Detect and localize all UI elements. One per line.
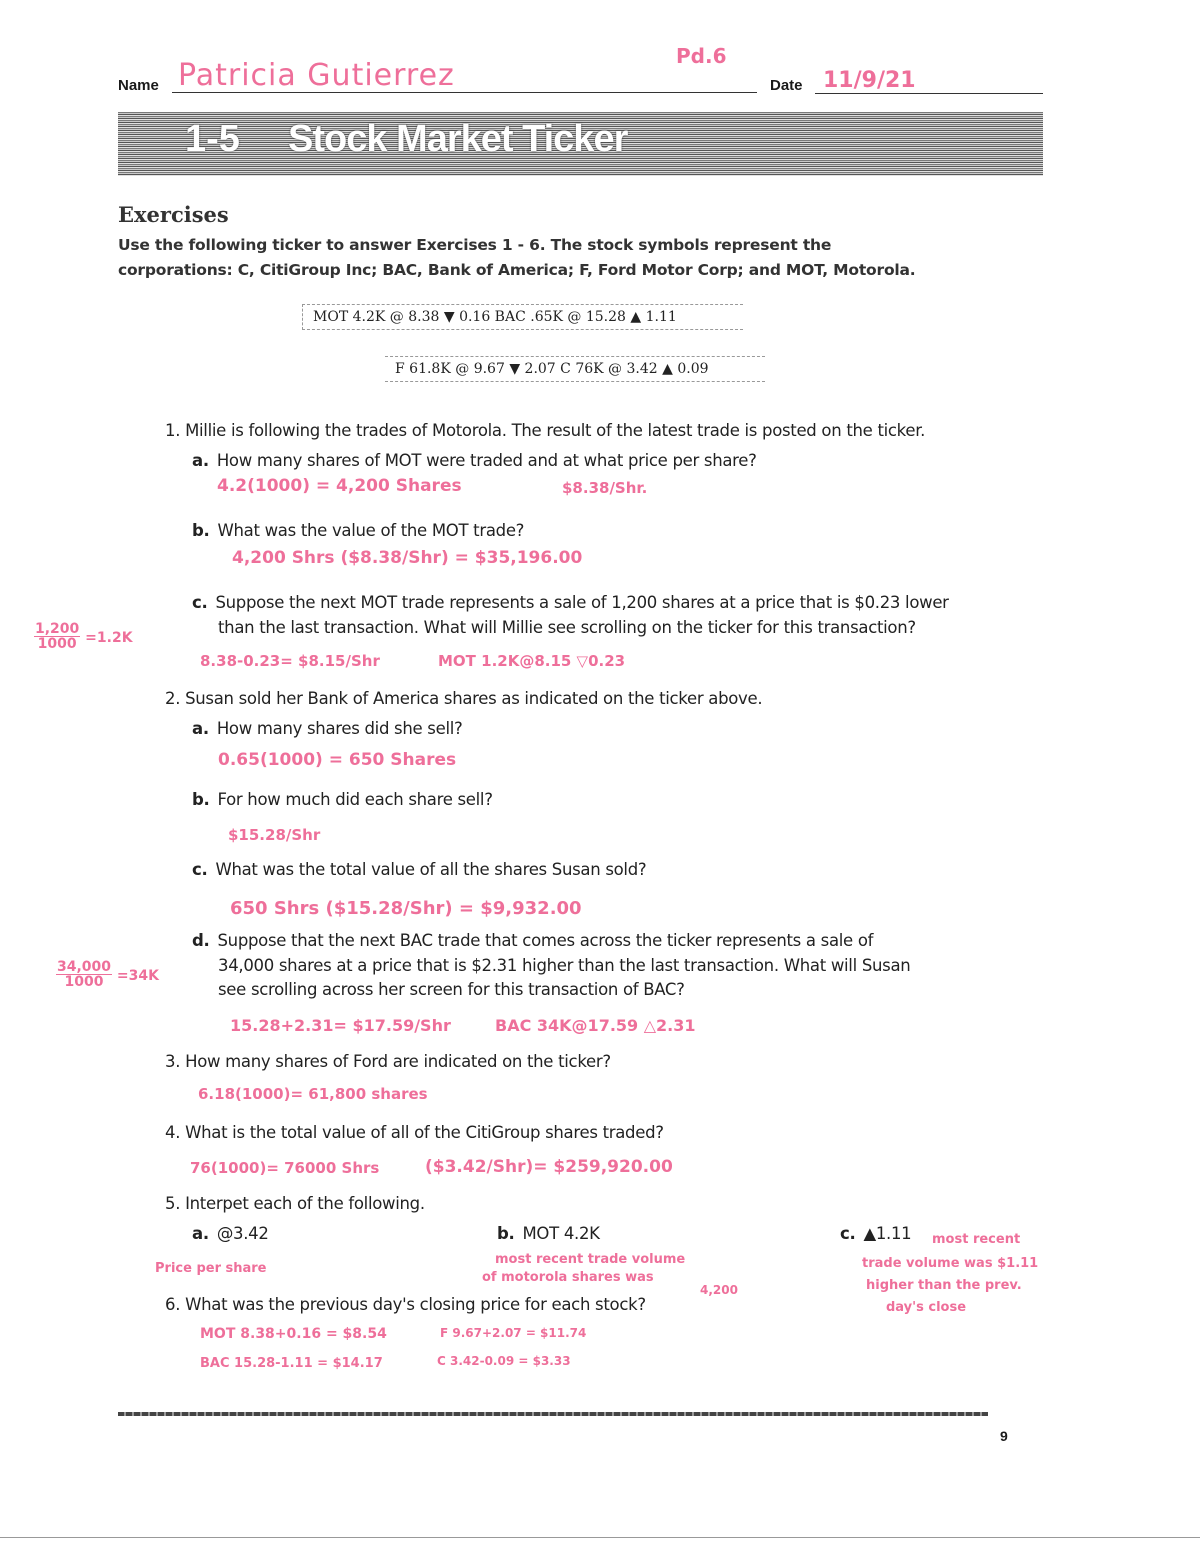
q2d-text-2: 34,000 shares at a price that is $2.31 higher than the last transaction. What will Susan <box>218 956 911 975</box>
q2d-text-3: see scrolling across her screen for this transaction of BAC? <box>218 980 685 999</box>
q5a-answer: Price per share <box>155 1261 267 1276</box>
q1c-text-2: than the last transaction. What will Millie see scrolling on the ticker for this transaction? <box>218 618 916 637</box>
q5b-answer-3: 4,200 <box>700 1283 738 1297</box>
name-label: Name <box>118 77 159 94</box>
footer-rule <box>118 1412 988 1416</box>
q6-answer-c: C 3.42-0.09 = $3.33 <box>437 1354 571 1368</box>
q5c-answer-1: most recent <box>932 1232 1021 1247</box>
ticker-line-1: MOT 4.2K @ 8.38 ▼ 0.16 BAC .65K @ 15.28 ▲ 1.11 <box>302 304 743 330</box>
q1b-text: What was the value of the MOT trade? <box>217 521 525 540</box>
q1c-answer-calc: 8.38-0.23= $8.15/Shr <box>200 652 380 670</box>
q2d-letter: d. <box>192 931 210 950</box>
q5b-text: MOT 4.2K <box>522 1224 600 1243</box>
question-6: 6. What was the previous day's closing price for each stock? <box>165 1295 646 1314</box>
q2c-answer: 650 Shrs ($15.28/Shr) = $9,932.00 <box>230 898 582 919</box>
instructions-line-2: corporations: C, CitiGroup Inc; BAC, Bank of America; F, Ford Motor Corp; and MOT, Motorola. <box>118 261 916 279</box>
q6-answer-mot: MOT 8.38+0.16 = $8.54 <box>200 1326 387 1342</box>
q1c-margin-note: $\frac{1,200}{1000} =1.2K$ <box>35 621 133 652</box>
scan-edge <box>0 1537 1200 1538</box>
q4-answer-value: ($3.42/Shr)= $259,920.00 <box>425 1157 673 1177</box>
q6-answer-f: F 9.67+2.07 = $11.74 <box>440 1326 587 1340</box>
q1a-answer-price: $8.38/Shr. <box>562 479 648 497</box>
q2c-text: What was the total value of all the shares Susan sold? <box>215 860 647 879</box>
q5b-letter: b. <box>497 1224 515 1243</box>
q2d-text-1: Suppose that the next BAC trade that comes across the ticker represents a sale of <box>217 931 874 950</box>
q2a-letter: a. <box>192 719 209 738</box>
q5c-text: ▲1.11 <box>863 1224 912 1243</box>
q1c-answer-ticker: MOT 1.2K@8.15 ▽0.23 <box>438 652 626 670</box>
q5b-answer-1: most recent trade volume <box>495 1252 686 1267</box>
lesson-title: Stock Market Ticker <box>288 118 628 160</box>
question-4: 4. What is the total value of all of the CitiGroup shares traded? <box>165 1123 664 1142</box>
q6-answer-bac: BAC 15.28-1.11 = $14.17 <box>200 1356 383 1371</box>
date-label: Date <box>770 77 803 94</box>
q3-answer: 6.18(1000)= 61,800 shares <box>198 1085 428 1103</box>
q2b-letter: b. <box>192 790 210 809</box>
q2b-answer: $15.28/Shr <box>228 826 321 844</box>
instructions-line-1: Use the following ticker to answer Exercises 1 - 6. The stock symbols represent the <box>118 236 832 254</box>
question-2: 2. Susan sold her Bank of America shares as indicated on the ticker above. <box>165 689 763 708</box>
q5c-answer-4: day's close <box>886 1300 967 1315</box>
question-1: 1. Millie is following the trades of Motorola. The result of the latest trade is posted on the ticker. <box>165 421 926 440</box>
q1a-text: How many shares of MOT were traded and at what price per share? <box>216 451 757 470</box>
q2d-margin-note: $\frac{34,000}{1000} =34K$ <box>57 959 159 990</box>
period: Pd.6 <box>676 44 727 68</box>
page-number: 9 <box>1000 1428 1008 1444</box>
q5a-letter: a. <box>192 1224 209 1243</box>
q5a-text: @3.42 <box>216 1224 269 1243</box>
q1c-letter: c. <box>192 593 208 612</box>
q5b-answer-2: of motorola shares was <box>482 1270 654 1285</box>
date-value: 11/9/21 <box>823 68 916 93</box>
question-3: 3. How many shares of Ford are indicated on the ticker? <box>165 1052 611 1071</box>
q2c-letter: c. <box>192 860 208 879</box>
ticker-line-2: F 61.8K @ 9.67 ▼ 2.07 C 76K @ 3.42 ▲ 0.09 <box>385 356 765 382</box>
q4-answer-shares: 76(1000)= 76000 Shrs <box>190 1159 380 1177</box>
q2d-answer-calc: 15.28+2.31= $17.59/Shr <box>230 1016 451 1035</box>
date-field[interactable] <box>815 68 1043 94</box>
q5c-answer-2: trade volume was $1.11 <box>862 1256 1039 1271</box>
q1b-answer: 4,200 Shrs ($8.38/Shr) = $35,196.00 <box>232 548 583 568</box>
q2d-answer-ticker: BAC 34K@17.59 △2.31 <box>495 1016 696 1035</box>
exercises-heading: Exercises <box>118 202 229 227</box>
q2a-answer: 0.65(1000) = 650 Shares <box>218 750 457 770</box>
student-name: Patricia Gutierrez <box>178 58 455 93</box>
question-5: 5. Interpet each of the following. <box>165 1194 425 1213</box>
q2a-text: How many shares did she sell? <box>216 719 463 738</box>
q1b-letter: b. <box>192 521 210 540</box>
name-field[interactable] <box>172 58 757 93</box>
q2b-text: For how much did each share sell? <box>217 790 493 809</box>
q1a-letter: a. <box>192 451 209 470</box>
lesson-number: 1-5 <box>185 118 240 160</box>
q5c-letter: c. <box>840 1224 856 1243</box>
q1a-answer-shares: 4.2(1000) = 4,200 Shares <box>217 476 462 496</box>
q1c-text-1: Suppose the next MOT trade represents a sale of 1,200 shares at a price that is $0.23 lower <box>215 593 949 612</box>
q5c-answer-3: higher than the prev. <box>866 1278 1022 1293</box>
